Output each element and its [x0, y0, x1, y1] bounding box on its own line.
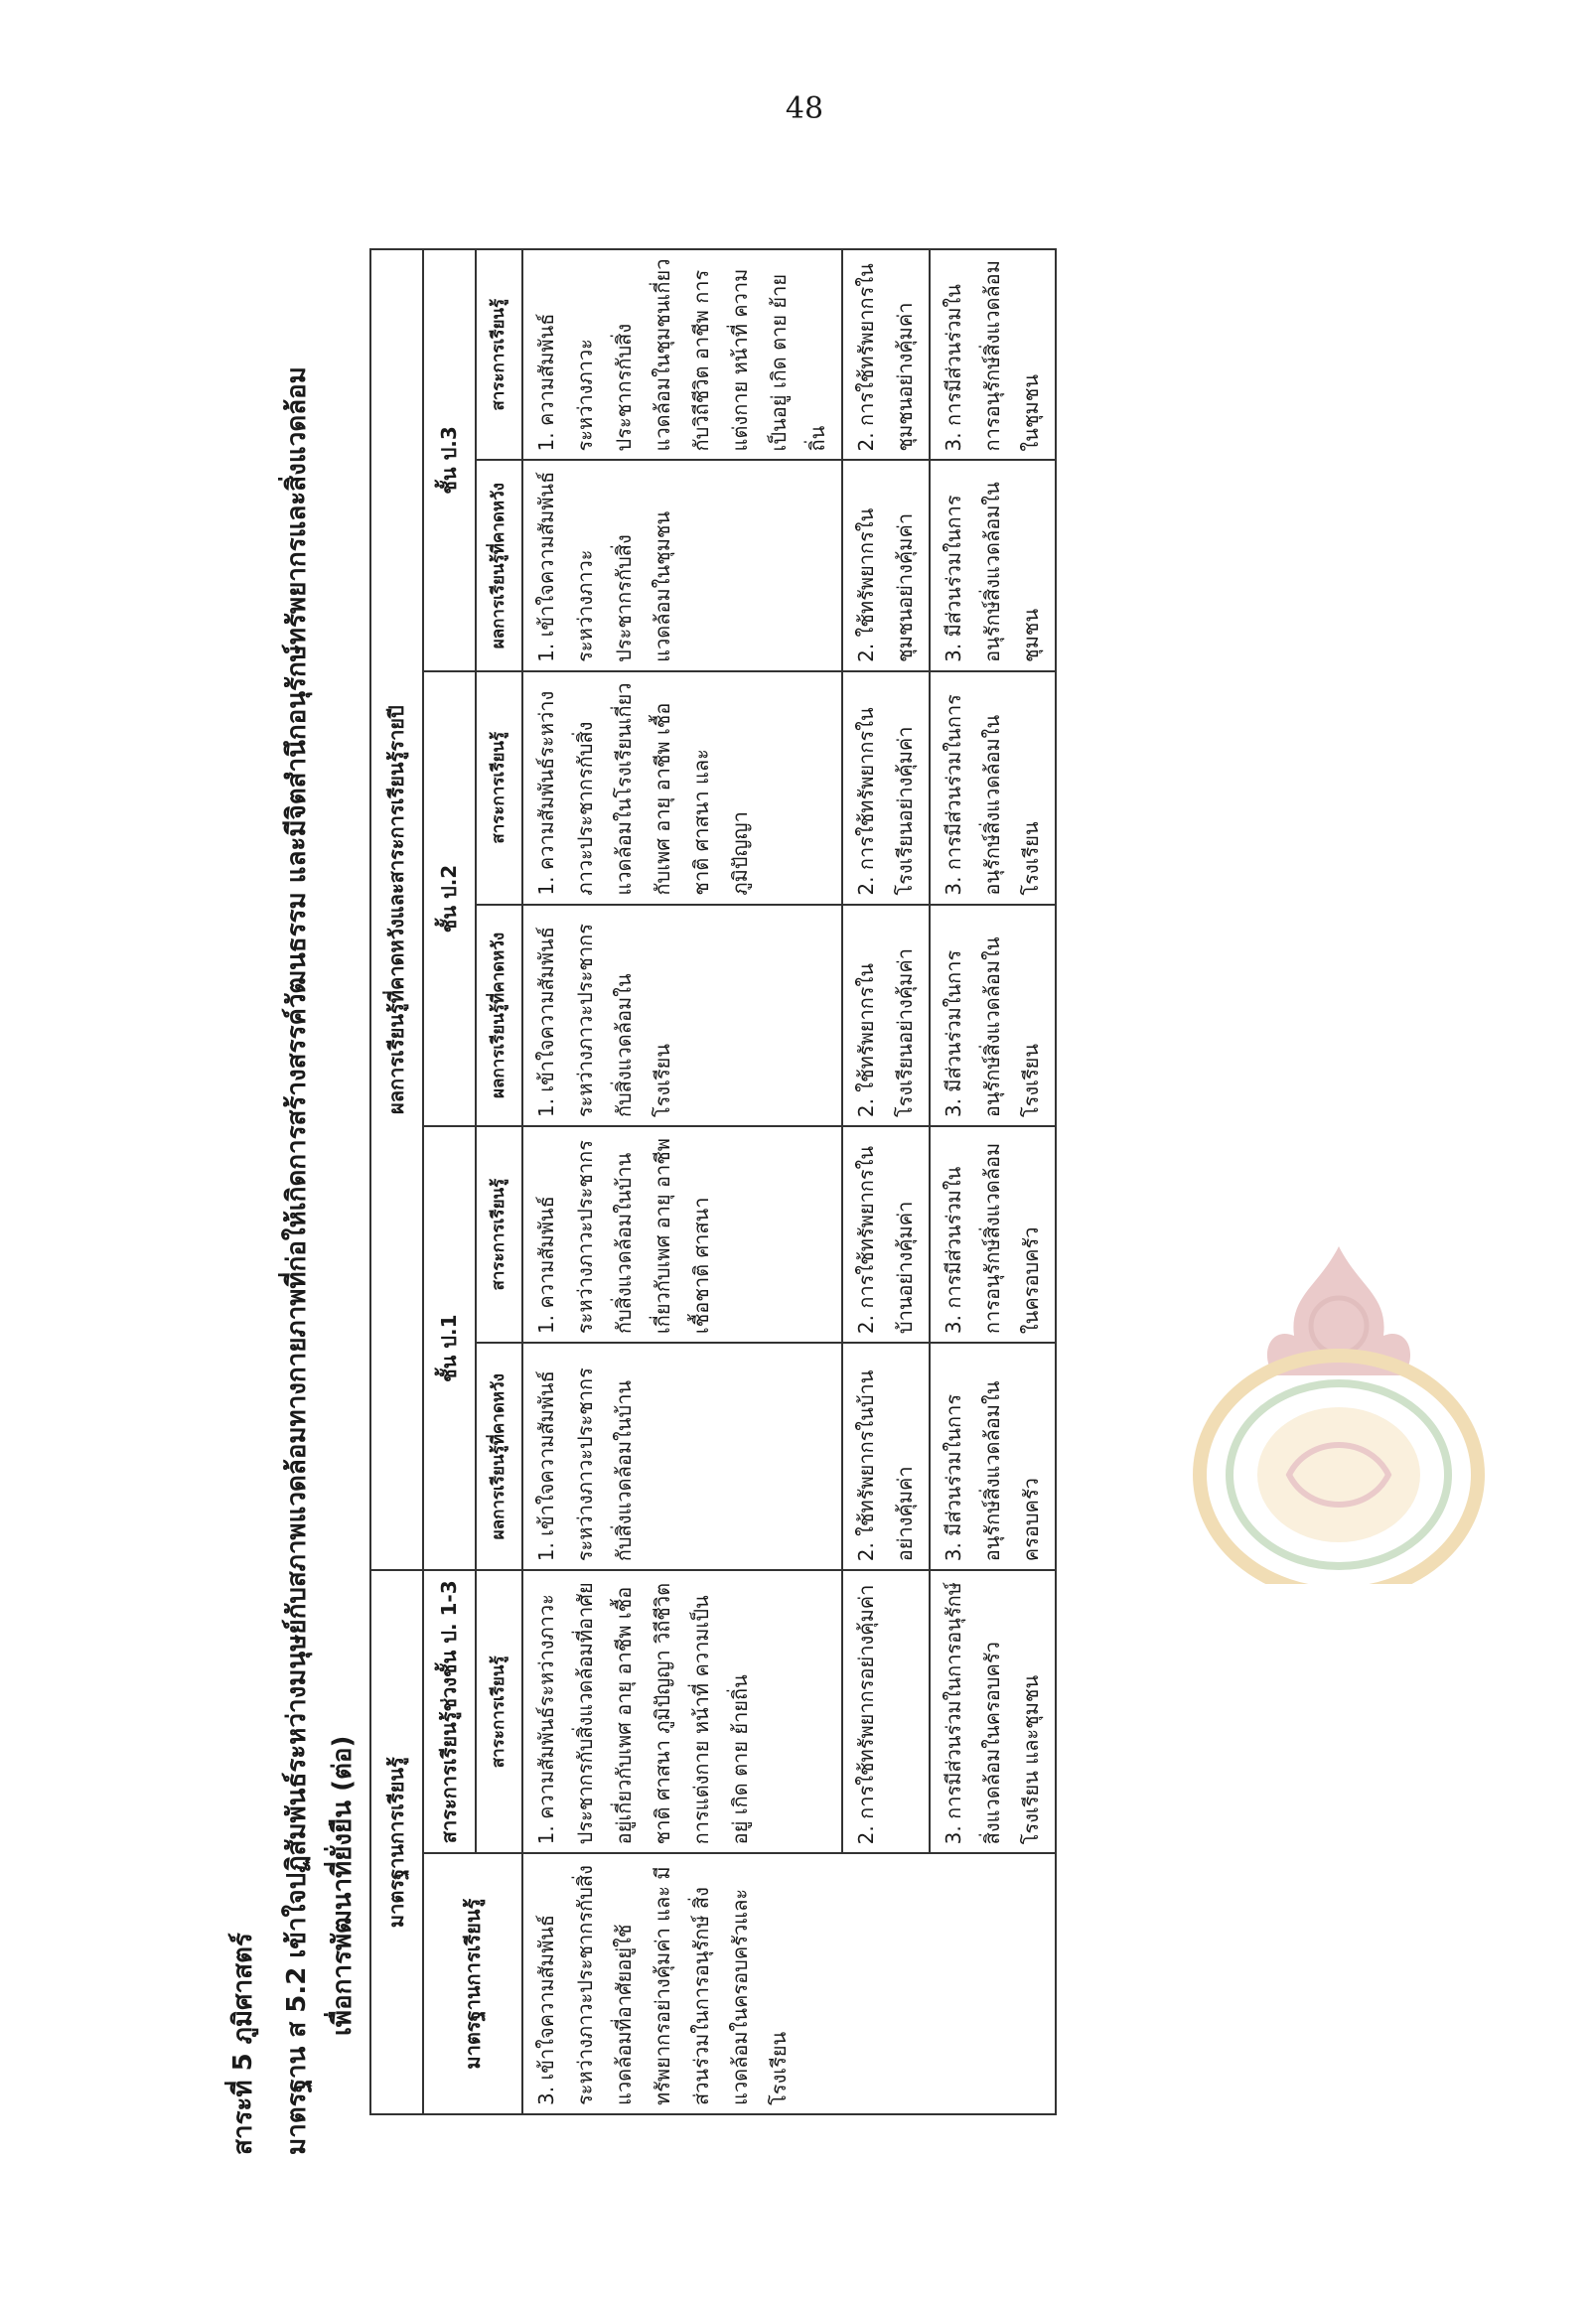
grade-3-expected-cell: 1. เข้าใจความสัมพันธ์ระหว่างภาวะประชากรกับสิ่งแวดล้อมในชุมชน — [522, 460, 842, 670]
header-row-1 — [370, 249, 423, 2114]
header-row-3 — [476, 249, 522, 2114]
range-cell: 1. ความสัมพันธ์ระหว่างภาวะประชากรกับสิ่งแวดล้อมที่อาศัยอยู่เกี่ยวกับเพศ อายุ อาชีพ เชื้อชาติ ศาสนา ภูมิปัญญา วิถีชีวิต การแต่งกาย หน้าที่ ความเป็นอยู่ เกิด ตาย ย้ายถิ่น — [522, 1570, 842, 1853]
grade-3-content-cell: 1. ความสัมพันธ์ระหว่างภาวะประชากรกับสิ่งแวดล้อมในชุมชนเกี่ยวกับวิถีชีวิต อาชีพ การแต่งกาย หน้าที่ ความเป็นอยู่ เกิด ตาย ย้ายถิ่น — [522, 249, 842, 460]
grade-2-content-cell: 1. ความสัมพันธ์ระหว่างภาวะประชากรกับสิ่งแวดล้อมในโรงเรียนเกี่ยวกับเพศ อายุ อาชีพ เชื้อชาติ ศาสนา และภูมิปัญญา — [522, 671, 842, 905]
grade-3-header: ชั้น ป.3 — [423, 249, 476, 671]
outcomes-group-header: ผลการเรียนรู้ที่คาดหวังและสาระการเรียนรู้รายปี — [370, 249, 423, 1570]
grade-1-content-cell: 2. การใช้ทรัพยากรในบ้านอย่างคุ้มค่า — [842, 1126, 930, 1343]
range-cell: 2. การใช้ทรัพยากรอย่างคุ้มค่า — [842, 1570, 930, 1853]
seal-center — [1257, 1407, 1420, 1542]
table-row — [522, 249, 842, 2114]
header-row-2 — [423, 249, 476, 2114]
standard-heading: มาตรฐาน ส 5.2 เข้าใจปฏิสัมพันธ์ระหว่างมนุษย์กับสภาพแวดล้อมทางกายภาพที่ก่อให้เกิดการสร้างสรรค์วัฒนธรรม และมีจิตสำนึกอนุรักษ์ทรัพยากรและสิ่งแวดล้อม — [282, 366, 312, 2155]
page-number: 48 — [785, 91, 824, 126]
standards-group-header: มาตรฐานการเรียนรู้ — [370, 1570, 423, 2114]
grade-2-content-header: สาระการเรียนรู้ — [476, 671, 522, 905]
grade-3-content-cell: 2. การใช้ทรัพยากรในชุมชนอย่างคุ้มค่า — [842, 249, 930, 460]
grade-2-expected-cell: 1. เข้าใจความสัมพันธ์ระหว่างภาวะประชากรกับสิ่งแวดล้อมในโรงเรียน — [522, 905, 842, 1127]
grade-1-expected-cell: 1. เข้าใจความสัมพันธ์ระหว่างภาวะประชากรกับสิ่งแวดล้อมในบ้าน — [522, 1343, 842, 1570]
curriculum-table — [369, 248, 1057, 2115]
range-cell: 3. การมีส่วนร่วมในการอนุรักษ์สิ่งแวดล้อมในครอบครัว โรงเรียน และชุมชน — [930, 1570, 1056, 1853]
table-row — [842, 249, 930, 2114]
grade-2-header: ชั้น ป.2 — [423, 671, 476, 1126]
grade-3-expected-header: ผลการเรียนรู้ที่คาดหวัง — [476, 460, 522, 670]
grade-1-expected-cell: 3. มีส่วนร่วมในการอนุรักษ์สิ่งแวดล้อมในครอบครัว — [930, 1343, 1056, 1570]
standard-cell: 3. เข้าใจความสัมพันธ์ระหว่างภาวะประชากรกับสิ่งแวดล้อมที่อาศัยอยู่ใช้ทรัพยากรอย่างคุ้มค่า และ มีส่วนร่วมในการอนุรักษ์ สิ่งแวดล้อมในครอบครัวและโรงเรียน — [522, 1853, 1056, 2114]
grade-1-content-cell: 3. การมีส่วนร่วมในการอนุรักษ์สิ่งแวดล้อมในครอบครัว — [930, 1126, 1056, 1343]
grade-1-content-header: สาระการเรียนรู้ — [476, 1126, 522, 1343]
standard-column-header: มาตรฐานการเรียนรู้ — [423, 1853, 522, 2114]
grade-1-expected-cell: 2. ใช้ทรัพยากรในบ้านอย่างคุ้มค่า — [842, 1343, 930, 1570]
table-row — [930, 249, 1056, 2114]
grade-2-expected-cell: 3. มีส่วนร่วมในการอนุรักษ์สิ่งแวดล้อมในโรงเรียน — [930, 905, 1056, 1127]
grade-1-content-cell: 1. ความสัมพันธ์ระหว่างภาวะประชากรกับสิ่งแวดล้อมในบ้านเกี่ยวกับเพศ อายุ อาชีพ เชื้อชาติ ศาสนา — [522, 1126, 842, 1343]
grade-2-expected-cell: 2. ใช้ทรัพยากรในโรงเรียนอย่างคุ้มค่า — [842, 905, 930, 1127]
grade-3-expected-cell: 3. มีส่วนร่วมในการอนุรักษ์สิ่งแวดล้อมในชุมชน — [930, 460, 1056, 670]
grade-3-content-header: สาระการเรียนรู้ — [476, 249, 522, 460]
subject-heading: สาระที่ 5 ภูมิศาสตร์ — [228, 1933, 258, 2155]
grade-1-expected-header: ผลการเรียนรู้ที่คาดหวัง — [476, 1343, 522, 1570]
ministry-of-education-seal-icon — [1140, 1246, 1537, 1584]
grade-2-expected-header: ผลการเรียนรู้ที่คาดหวัง — [476, 905, 522, 1127]
grade-3-expected-cell: 2. ใช้ทรัพยากรในชุมชนอย่างคุ้มค่า — [842, 460, 930, 670]
grade-2-content-cell: 2. การใช้ทรัพยากรในโรงเรียนอย่างคุ้มค่า — [842, 671, 930, 905]
range-content-header: สาระการเรียนรู้ — [476, 1570, 522, 1853]
grade-1-header: ชั้น ป.1 — [423, 1126, 476, 1570]
rotated-landscape-content — [217, 218, 1319, 2155]
purpose-heading: เพื่อการพัฒนาที่ยั่งยืน (ต่อ) — [328, 1735, 358, 2036]
range-group-header: สาระการเรียนรู้ช่วงชั้น ป. 1-3 — [423, 1570, 476, 1853]
grade-3-content-cell: 3. การมีส่วนร่วมในการอนุรักษ์สิ่งแวดล้อมในชุมชน — [930, 249, 1056, 460]
grade-2-content-cell: 3. การมีส่วนร่วมในการอนุรักษ์สิ่งแวดล้อมในโรงเรียน — [930, 671, 1056, 905]
